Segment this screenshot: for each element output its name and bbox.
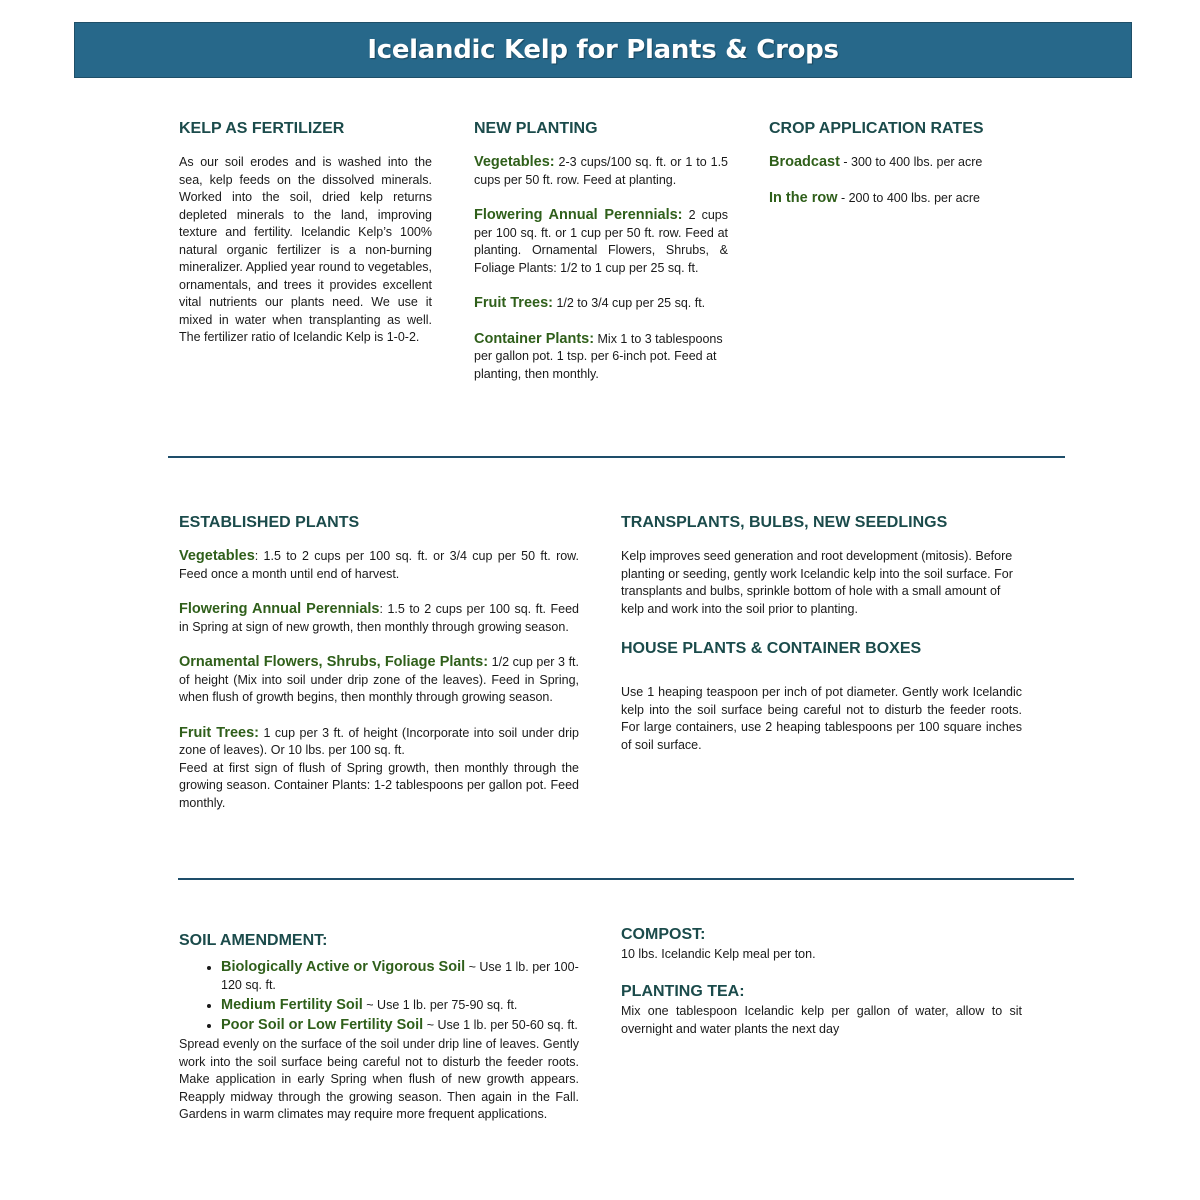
item-label: Flowering Annual Perennials xyxy=(179,601,380,617)
list-item xyxy=(179,725,579,760)
transplants-section xyxy=(621,514,1022,618)
item-text: 1/2 to 3/4 cup per 25 sq. ft. xyxy=(552,296,706,310)
item-label: Vegetables xyxy=(179,548,255,564)
item-text: 2-3 cups/100 sq. ft. or 1 to 1.5 cups per 50 ft. row. Feed at planting. xyxy=(474,155,728,187)
item-text: 1/2 cup per 3 ft. of height (Mix into soil under drip zone of the leaves). Feed in Spring, when flush of growth begins, then monthly through growing season. xyxy=(179,655,580,704)
section-body: As our soil erodes and is washed into the sea, kelp feeds on the dissolved minerals. Worked into the soil, dried kelp returns depleted minerals to the land, improving texture and fertility. Icelandic Kelp’s 100% natural organic fertilizer is a non-burning mineralizer. Applied year round to vegetables, ornamentals, and trees it provides excellent vital nutrients our plants need. We use it mixed in water when transplanting as well. The fertilizer ratio of Icelandic Kelp is 1-0-2. xyxy=(179,155,432,344)
house-plants-section xyxy=(621,640,1022,754)
item-label: Broadcast xyxy=(769,154,840,170)
item-label: Vegetables: xyxy=(474,154,555,170)
item-label: Medium Fertility Soil xyxy=(221,997,363,1013)
section-heading: PLANTING TEA: xyxy=(621,983,745,1000)
list-item xyxy=(221,958,579,994)
section-body: Spread evenly on the surface of the soil under drip line of leaves. Gently work into the soil surface being careful not to disturb the feeder roots. Make application in early Spring when flush of new growth appears. Reapply midway through the growing season. Then again in the Fall. Gardens in warm climates may require more frequent applications. xyxy=(179,1037,579,1121)
item-text: ~ Use 1 lb. per 100-120 sq. ft. xyxy=(221,960,579,992)
list-item xyxy=(221,996,579,1014)
section-body: Mix one tablespoon Icelandic kelp per gallon of water, allow to sit overnight and water plants the next day xyxy=(621,1004,1022,1036)
section-body: Use 1 heaping teaspoon per inch of pot diameter. Gently work Icelandic kelp into the soil surface being careful not to disturb the feeder roots. For large containers, use 2 heaping tablespoons per 100 square inches of soil surface. xyxy=(621,685,1022,752)
crop-rates-section xyxy=(769,120,1069,225)
section-body: Kelp improves seed generation and root development (mitosis). Before planting or seeding, gently work Icelandic kelp into the soil surface. For transplants and bulbs, sprinkle bottom of hole with a small amount of kelp and work into the soil prior to planting. xyxy=(621,549,1013,616)
soil-amendment-section xyxy=(179,932,579,1124)
item-label: In the row xyxy=(769,189,838,206)
list-item xyxy=(221,1016,579,1034)
compost-section xyxy=(621,926,1022,964)
item-text: : 1.5 to 2 cups per 100 sq. ft. Feed in Spring at sign of new growth, then monthly through growing season. xyxy=(179,602,579,634)
item-text: - 300 to 400 lbs. per acre xyxy=(839,155,983,169)
list-item-continued: Feed at first sign of flush of Spring growth, then monthly through the growing season. Container Plants: 1-2 tablespoons per gallon pot. Feed monthly. xyxy=(179,760,579,810)
section-heading: CROP APPLICATION RATES xyxy=(769,120,984,137)
item-text: 2 cups per 100 sq. ft. or 1 cup per 50 ft. row. Feed at planting. Ornamental Flowers, Shrubs, & Foliage Plants: 1/2 to 1 cup per 25 sq. ft. xyxy=(474,208,728,275)
new-planting-section xyxy=(474,120,728,401)
section-heading: NEW PLANTING xyxy=(474,120,598,137)
section-divider xyxy=(178,878,1074,880)
established-plants-section xyxy=(179,514,579,812)
item-label: Poor Soil or Low Fertility Soil xyxy=(221,1017,424,1033)
kelp-fertilizer-section xyxy=(179,120,432,347)
list-item xyxy=(179,654,579,707)
list-item xyxy=(474,295,728,313)
page-title: Icelandic Kelp for Plants & Crops xyxy=(367,35,839,65)
planting-tea-section xyxy=(621,983,1022,1038)
item-label: Ornamental Flowers, Shrubs, Foliage Plants: xyxy=(179,654,489,670)
title-banner xyxy=(74,22,1132,78)
section-heading: TRANSPLANTS, BULBS, NEW SEEDLINGS xyxy=(621,514,948,531)
list-item xyxy=(474,207,728,277)
section-heading: KELP AS FERTILIZER xyxy=(179,120,345,137)
item-text: ~ Use 1 lb. per 50-60 sq. ft. xyxy=(423,1018,578,1032)
list-item xyxy=(179,548,579,583)
list-item xyxy=(769,190,1069,208)
item-label: Biologically Active or Vigorous Soil xyxy=(221,959,466,975)
list-item xyxy=(179,601,579,636)
list-item xyxy=(769,154,1069,172)
list-item xyxy=(474,331,728,384)
list-item xyxy=(474,154,728,189)
item-text: - 200 to 400 lbs. per acre xyxy=(837,190,980,205)
item-text: Mix 1 to 3 tablespoons per gallon pot. 1 tsp. per 6-inch pot. Feed at planting, then monthly. xyxy=(474,331,723,381)
section-heading: SOIL AMENDMENT: xyxy=(179,932,328,949)
item-label: Container Plants: xyxy=(474,330,595,347)
section-divider xyxy=(168,456,1065,458)
item-label: Flowering Annual Perennials: xyxy=(474,207,683,223)
item-label: Fruit Trees: xyxy=(474,295,553,311)
section-heading: COMPOST: xyxy=(621,926,706,943)
item-text: ~ Use 1 lb. per 75-90 sq. ft. xyxy=(362,998,518,1012)
soil-type-list xyxy=(179,958,579,1034)
section-heading: ESTABLISHED PLANTS xyxy=(179,514,360,531)
item-text: : 1.5 to 2 cups per 100 sq. ft. or 3/4 cup per 50 ft. row. Feed once a month until end of harvest. xyxy=(179,549,579,581)
item-text: 1 cup per 3 ft. of height (Incorporate into soil under drip zone of leaves). Or 10 lbs. per 100 sq. ft. xyxy=(179,725,579,757)
section-body: 10 lbs. Icelandic Kelp meal per ton. xyxy=(621,947,816,961)
item-label: Fruit Trees: xyxy=(179,724,259,741)
section-heading: HOUSE PLANTS & CONTAINER BOXES xyxy=(621,640,922,657)
